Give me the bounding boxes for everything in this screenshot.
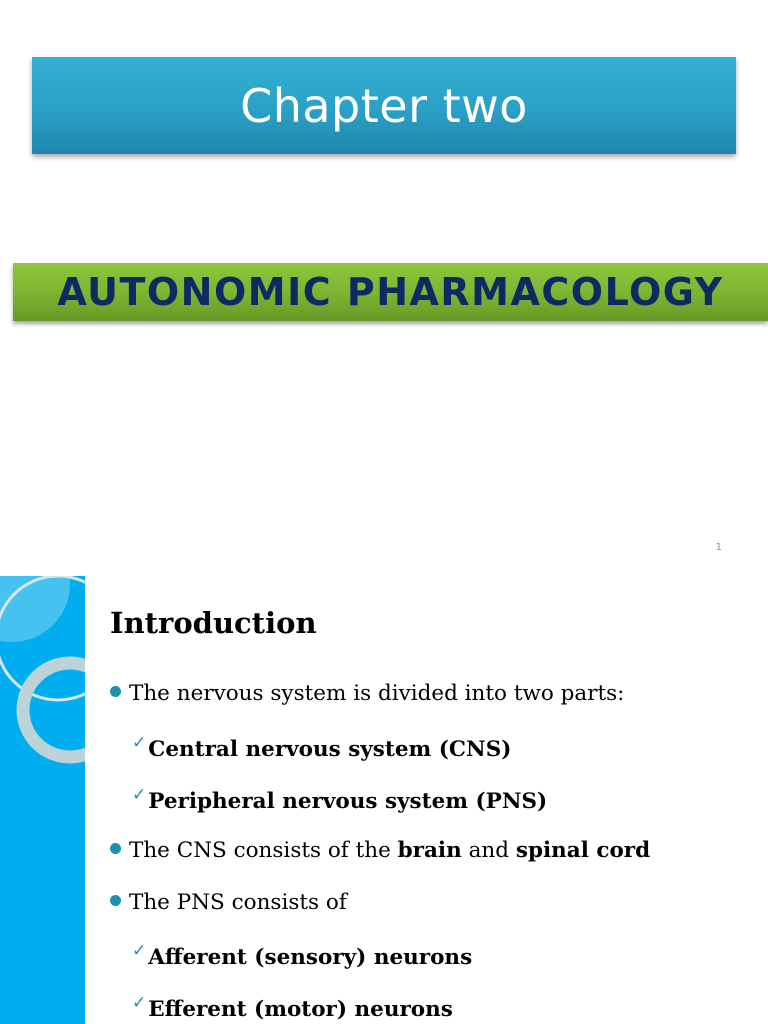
decorative-rings-graphic [0, 576, 85, 1024]
circle-bullet-icon [110, 686, 121, 697]
sub-bullet-text: Peripheral nervous system (PNS) [148, 789, 548, 814]
checkmark-icon: ✓ [132, 733, 147, 753]
sub-bullet-text: Central nervous system (CNS) [148, 737, 512, 762]
sub-bullet-item [132, 995, 453, 1021]
bullet-item [110, 892, 347, 914]
bullet-text-prefix: The CNS consists of the [129, 838, 398, 863]
checkmark-icon: ✓ [132, 785, 147, 805]
bullet-text-connector: and [461, 838, 516, 863]
bullet-item [110, 840, 650, 862]
checkmark-icon: ✓ [132, 993, 147, 1013]
sub-bullet-item [132, 787, 547, 813]
introduction-slide [0, 576, 768, 1024]
slide-title: Chapter two [240, 78, 528, 133]
sub-bullet-item [132, 735, 511, 761]
bullet-text: The nervous system is divided into two parts: [129, 681, 625, 706]
section-heading: Introduction [110, 606, 317, 640]
sub-bullet-text: Afferent (sensory) neurons [148, 945, 473, 970]
decorative-side-bar [0, 576, 85, 1024]
bold-term-brain: brain [397, 838, 462, 863]
subtitle-banner [13, 263, 768, 321]
bullet-text: The PNS consists of [129, 890, 347, 915]
checkmark-icon: ✓ [132, 941, 147, 961]
title-banner [32, 57, 736, 154]
slide-number: 1 [715, 542, 722, 553]
bold-term-spinal-cord: spinal cord [515, 838, 651, 863]
circle-bullet-icon [110, 843, 121, 854]
bullet-item [110, 683, 624, 705]
circle-bullet-icon [110, 895, 121, 906]
slide-subtitle: AUTONOMIC PHARMACOLOGY [57, 270, 724, 314]
sub-bullet-item [132, 943, 472, 969]
sub-bullet-text: Efferent (motor) neurons [148, 997, 453, 1022]
